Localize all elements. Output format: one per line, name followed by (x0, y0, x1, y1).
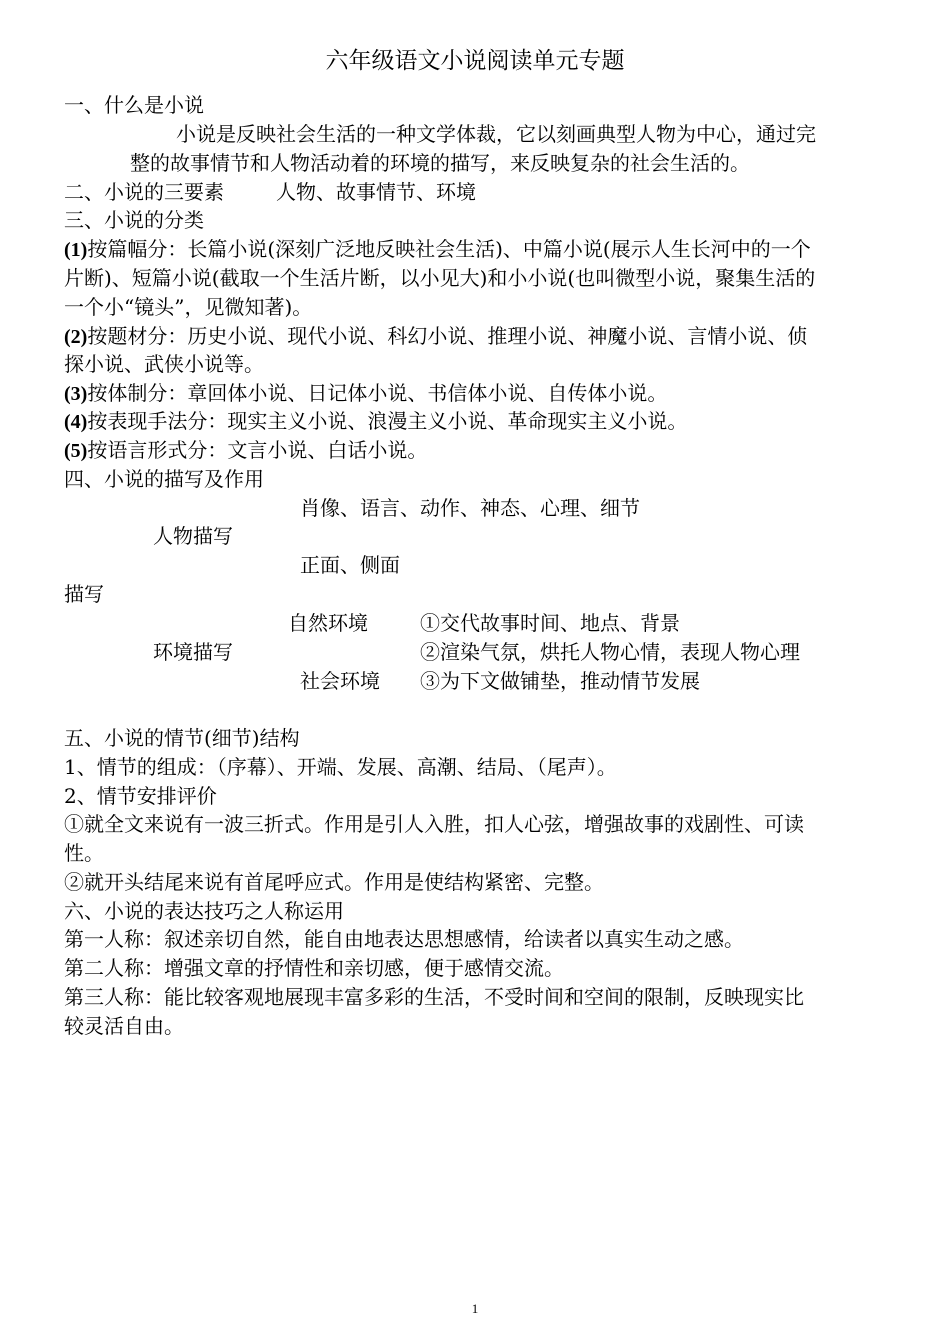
document-title: 六年级语文小说阅读单元专题 (325, 48, 625, 74)
section-3-heading: 三、小说的分类 (64, 208, 204, 232)
item-text: 按表现手法分：现实主义小说、浪漫主义小说、革命现实主义小说。 (87, 409, 688, 433)
item-text: 按语言形式分：文言小说、白话小说。 (87, 438, 428, 462)
section-2-heading: 二、小说的三要素 (64, 180, 224, 204)
category-item-2-line-2: 探小说、武侠小说等。 (64, 352, 264, 376)
plot-evaluation-1-line-1: ①就全文来说有一波三折式。作用是引人入胜，扣人心弦，增强故事的戏剧性、可读 (64, 812, 804, 836)
item-number: (1) (64, 239, 88, 261)
section-6-heading: 六、小说的表达技巧之人称运用 (64, 899, 344, 923)
item-text: 按体制分：章回体小说、日记体小说、书信体小说、自传体小说。 (87, 381, 668, 405)
category-item-1-line-3: 一个小“镜头”，见微知著)。 (64, 295, 313, 319)
category-item-4 (64, 407, 687, 437)
section-1-heading: 一、什么是小说 (64, 93, 204, 117)
item-text: 按篇幅分：长篇小说(深刻广泛地反映社会生活)、中篇小说(展示人生长河中的一个 (87, 237, 811, 261)
section-4-heading: 四、小说的描写及作用 (64, 467, 264, 491)
definition-line-1: 小说是反映社会生活的一种文学体裁，它以刻画典型人物为中心，通过完 (176, 122, 816, 146)
character-angles: 正面、侧面 (300, 553, 400, 577)
definition-line-2: 整的故事情节和人物活动着的环境的描写，来反映复杂的社会生活的。 (130, 151, 750, 175)
item-number: (2) (64, 326, 88, 348)
category-item-5 (64, 436, 427, 466)
category-item-1 (64, 235, 811, 265)
third-person-line-2: 较灵活自由。 (64, 1014, 184, 1038)
natural-environment: 自然环境 (288, 611, 368, 635)
environment-description-label: 环境描写 (153, 640, 233, 664)
character-description-label: 人物描写 (153, 524, 233, 548)
item-number: (3) (64, 383, 88, 405)
description-label: 描写 (64, 582, 104, 606)
item-text: 按题材分：历史小说、现代小说、科幻小说、推理小说、神魔小说、言情小说、侦 (87, 324, 808, 348)
three-elements: 人物、故事情节、环境 (276, 180, 476, 204)
environment-function-3: ③为下文做铺垫，推动情节发展 (420, 669, 700, 693)
plot-components: 1、情节的组成：（序幕）、开端、发展、高潮、结局、（尾声）。 (64, 755, 617, 779)
environment-function-1: ①交代故事时间、地点、背景 (420, 611, 680, 635)
third-person-line-1: 第三人称：能比较客观地展现丰富多彩的生活，不受时间和空间的限制，反映现实比 (64, 985, 804, 1009)
category-item-1-line-2: 片断)、短篇小说(截取一个生活片断，以小见大)和小小说(也叫微型小说，聚集生活的 (64, 266, 816, 290)
social-environment: 社会环境 (300, 669, 380, 693)
category-item-2 (64, 322, 807, 352)
plot-evaluation-1-line-2: 性。 (64, 841, 104, 865)
section-5-heading: 五、小说的情节(细节)结构 (64, 726, 300, 750)
character-methods: 肖像、语言、动作、神态、心理、细节 (300, 496, 640, 520)
item-number: (5) (64, 440, 88, 462)
page-number: 1 (471, 1301, 479, 1316)
item-number: (4) (64, 411, 88, 433)
first-person: 第一人称：叙述亲切自然，能自由地表达思想感情，给读者以真实生动之感。 (64, 927, 744, 951)
plot-evaluation-2: ②就开头结尾来说有首尾呼应式。作用是使结构紧密、完整。 (64, 870, 604, 894)
second-person: 第二人称：增强文章的抒情性和亲切感，便于感情交流。 (64, 956, 564, 980)
plot-evaluation-heading: 2、情节安排评价 (64, 784, 217, 808)
environment-function-2: ②渲染气氛，烘托人物心情，表现人物心理 (420, 640, 800, 664)
category-item-3 (64, 379, 667, 409)
